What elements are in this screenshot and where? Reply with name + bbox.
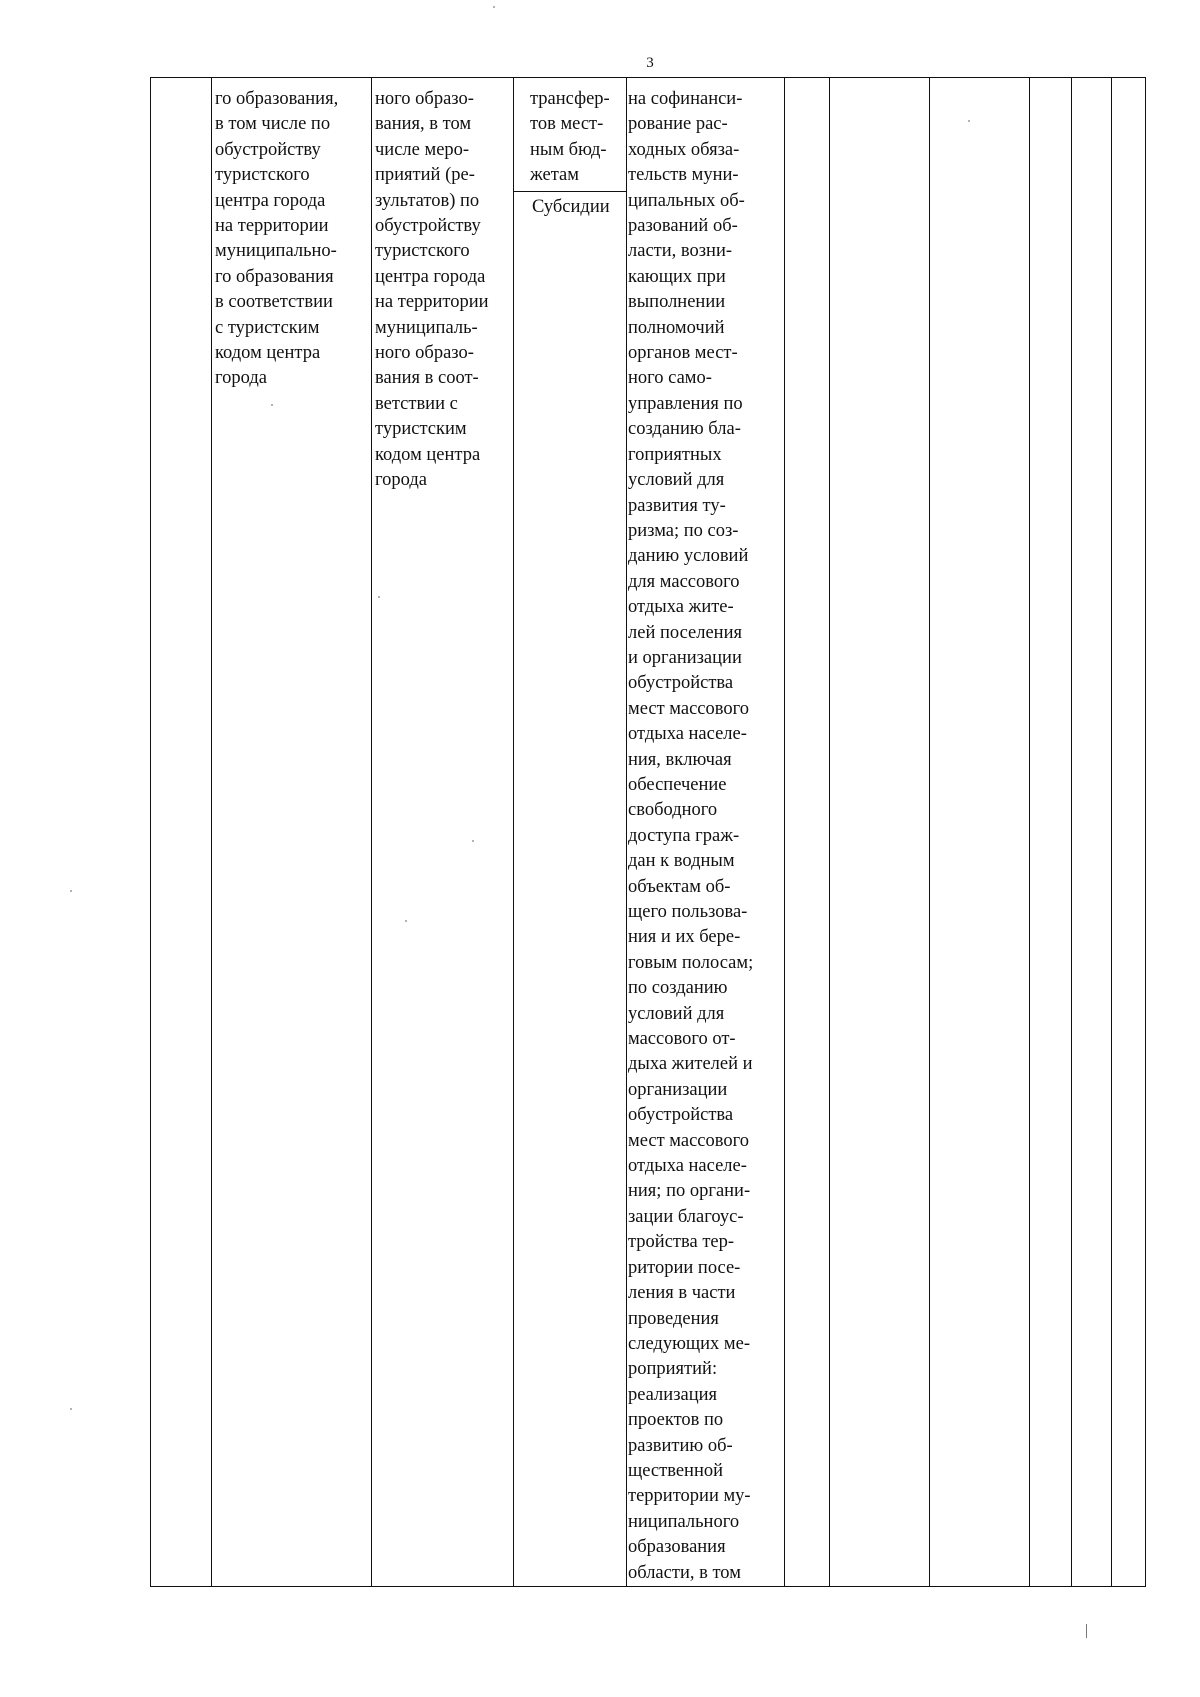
scan-speck: [70, 890, 72, 892]
page-number: 3: [646, 55, 654, 71]
column-divider: [829, 78, 830, 1586]
column-divider: [929, 78, 930, 1586]
cell-subsidy-label: Субсидии: [532, 197, 610, 217]
scan-speck: [378, 596, 380, 598]
column-divider: [371, 78, 372, 1586]
continuation-table: [150, 77, 1146, 1587]
scan-speck: [70, 1408, 72, 1410]
cell-event-description-continued: ного образо- вания, в том числе меро- приятий (ре- зультатов) по обустройству туристского центра города на территории муниципаль- ного образо- вания в соот- ветствии с туристским кодом центра города: [375, 89, 489, 491]
scan-speck: [968, 120, 970, 122]
column-divider: [626, 78, 627, 1586]
column-divider: [211, 78, 212, 1586]
column-divider: [1071, 78, 1072, 1586]
column-divider: [1111, 78, 1112, 1586]
scan-mark: [1086, 1624, 1087, 1638]
scan-speck: [405, 920, 407, 922]
column-divider: [1029, 78, 1030, 1586]
scan-speck: [493, 6, 495, 8]
cell-divider: [513, 191, 626, 192]
cell-transfer-type-continued: трансфер- тов мест- ным бюд- жетам: [530, 89, 610, 186]
cell-event-name-continued: го образования, в том числе по обустройству туристского центра города на территории муниципально- го образования в соответствии с туристским кодом центра города: [215, 89, 339, 389]
scan-speck: [271, 404, 273, 406]
scan-speck: [472, 840, 474, 842]
cell-subsidy-purpose-continued: на софинанси- рование рас- ходных обяза- тельств муни- ципальных об- разований об- ласти, возни- кающих при выполнении полномочий органов мест- ного само- управления по созданию бла- гоприятных условий для развития ту- ризма; по соз- данию условий для массового отдыха жите- лей поселения и организации обустройства мест массового отдыха населе- ния, включая обеспечение свободного доступа граж- дан к водным объектам об- щего пользова- ния и их бере- говым полосам; по созданию условий для массового от- дыха жителей и организации обустройства мест массового отдыха населе- ния; по органи- зации благоус- тройства тер- ритории посе- ления в части проведения следующих ме- роприятий: реализация проектов по развитию об- щественной территории му- ниципального образования области, в том: [628, 89, 754, 1583]
column-divider: [513, 78, 514, 1586]
column-divider: [784, 78, 785, 1586]
